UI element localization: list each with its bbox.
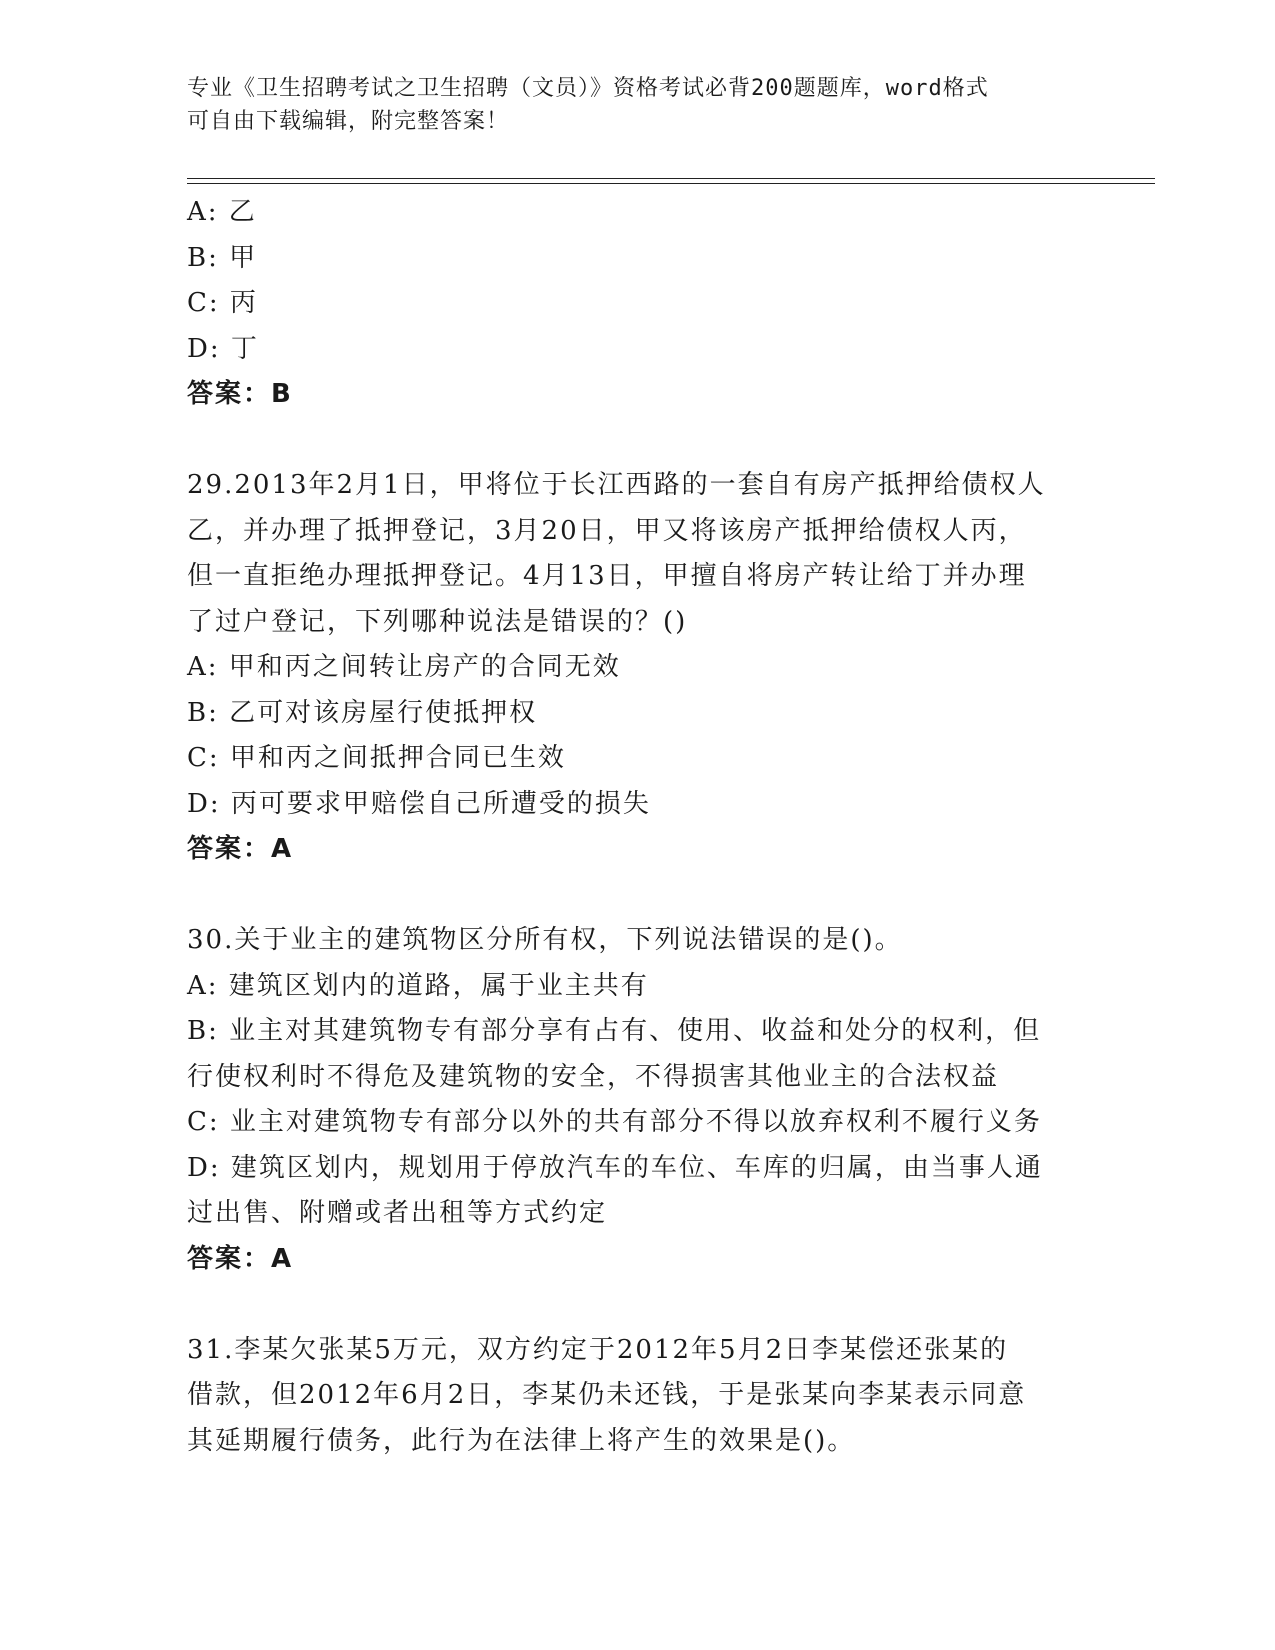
option-d: D: 丁 — [187, 333, 259, 364]
option-c: C: 甲和丙之间抵押合同已生效 — [187, 743, 566, 773]
option-b: B: 业主对其建筑物专有部分享有占有、使用、收益和处分的权利，但 — [187, 1016, 1042, 1046]
document-header — [187, 72, 1077, 138]
question-stem-line: 了过户登记，下列哪种说法是错误的？() — [187, 606, 688, 637]
option-d-continued: 过出售、附赠或者出租等方式约定 — [187, 1198, 608, 1228]
question-stem-line: 其延期履行债务，此行为在法律上将产生的效果是()。 — [187, 1425, 856, 1456]
option-c: C: 业主对建筑物专有部分以外的共有部分不得以放弃权利不履行义务 — [187, 1107, 1042, 1137]
answer-line: 答案：A — [187, 1243, 294, 1274]
header-divider-top — [187, 178, 1155, 179]
header-line-2: 可自由下载编辑，附完整答案！ — [187, 109, 510, 134]
option-d: D: 丙可要求甲赔偿自己所遭受的损失 — [187, 788, 651, 819]
question-stem-line: 31.李某欠张某5万元，双方约定于2012年5月2日李某偿还张某的 — [187, 1334, 1009, 1365]
question-stem-line: 29.2013年2月1日，甲将位于长江西路的一套自有房产抵押给债权人 — [187, 470, 1046, 500]
question-stem-line: 30.关于业主的建筑物区分所有权，下列说法错误的是()。 — [187, 925, 903, 955]
question-stem-line: 但一直拒绝办理抵押登记。4月13日，甲擅自将房产转让给丁并办理 — [187, 561, 1027, 591]
spacer — [187, 1282, 1087, 1328]
spacer — [187, 418, 1087, 464]
question-stem-line: 乙，并办理了抵押登记，3月20日，甲又将该房产抵押给债权人丙， — [187, 515, 1027, 546]
question-29 — [187, 463, 1087, 873]
question-31 — [187, 1328, 1087, 1465]
option-c: C: 丙 — [187, 288, 258, 318]
header-divider-bottom — [187, 183, 1155, 184]
question-30 — [187, 918, 1087, 1282]
header-line-1: 专业《卫生招聘考试之卫生招聘（文员）》资格考试必背200题题库，word格式 — [187, 76, 989, 101]
answer-line: 答案：B — [187, 379, 293, 409]
option-d: D: 建筑区划内，规划用于停放汽车的车位、车库的归属，由当事人通 — [187, 1152, 1043, 1183]
option-b: B: 甲 — [187, 242, 258, 273]
spacer — [187, 873, 1087, 919]
option-a: A: 建筑区划内的道路，属于业主共有 — [187, 970, 649, 1001]
option-b-continued: 行使权利时不得危及建筑物的安全，不得损害其他业主的合法权益 — [187, 1061, 1000, 1092]
option-b: B: 乙可对该房屋行使抵押权 — [187, 697, 538, 728]
question-stem-line: 借款，但2012年6月2日，李某仍未还钱，于是张某向李某表示同意 — [187, 1380, 1027, 1410]
question-28 — [187, 190, 1087, 418]
answer-line: 答案：A — [187, 834, 294, 864]
option-a: A: 乙 — [187, 197, 257, 227]
question-list — [187, 190, 1087, 1464]
option-a: A: 甲和丙之间转让房产的合同无效 — [187, 652, 621, 682]
